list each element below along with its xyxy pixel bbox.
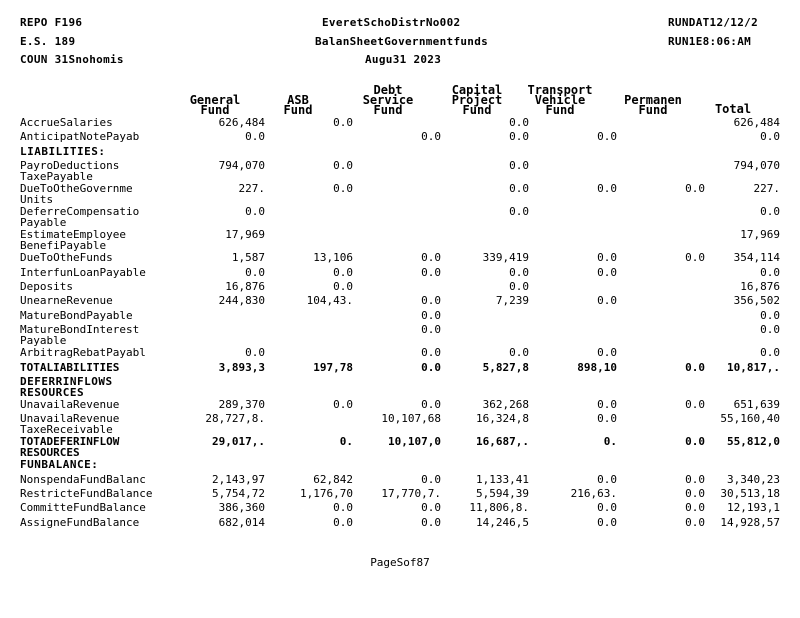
table-row <box>20 310 780 324</box>
table-row <box>20 229 780 252</box>
cell-value <box>617 376 705 399</box>
cell-value: 0. <box>339 436 353 449</box>
cell-value: 0.0 <box>421 295 441 308</box>
cell-value: 0.0 <box>509 266 529 279</box>
cell-value: 28,727,8. <box>205 413 265 426</box>
cell-value: 14,928,57 <box>720 516 780 529</box>
cell-value: 0.0 <box>509 117 529 129</box>
table-row <box>20 436 780 459</box>
cell-value: 0.0 <box>597 398 617 411</box>
cell-value <box>353 146 441 160</box>
cell-value <box>265 376 353 399</box>
row-label: InterfunLoanPayable <box>20 266 146 279</box>
cell-value: 197,78 <box>313 361 353 374</box>
cell-value: 7,239 <box>495 295 529 308</box>
county-name: COUN 31Snohomis <box>20 53 124 66</box>
cell-value: 356,502 <box>733 295 780 308</box>
table-row <box>20 399 780 413</box>
cell-value: 0.0 <box>597 502 617 515</box>
cell-value <box>441 229 529 252</box>
table-row <box>20 347 780 361</box>
cell-value <box>441 324 529 347</box>
cell-value: 0.0 <box>760 324 780 337</box>
row-label: UnavailaRevenue TaxeReceivable <box>20 413 120 437</box>
cell-value: 0.0 <box>597 516 617 529</box>
row-label: AssigneFundBalance <box>20 516 140 529</box>
cell-value: 5,827,8 <box>482 361 529 374</box>
row-label: TOTALIABILITIES <box>20 361 120 374</box>
row-label: PayroDeductions TaxePayable <box>20 160 120 184</box>
cell-value: 0.0 <box>760 131 780 144</box>
cell-value: 16,876 <box>225 280 265 293</box>
row-label: DueToOtheFunds <box>20 252 113 265</box>
cell-value <box>529 310 617 324</box>
district-title: EveretSchoDistrNo002 <box>322 16 461 29</box>
cell-value: 1,176,70 <box>300 488 353 501</box>
cell-value: 0.0 <box>760 309 780 322</box>
cell-value: 626,484 <box>218 117 265 129</box>
cell-value <box>265 146 353 160</box>
cell-value <box>617 281 705 295</box>
row-label: AnticipatNotePayab <box>20 131 140 144</box>
balance-sheet-table <box>20 117 780 531</box>
col-header-general-fund: General Fund <box>189 93 241 117</box>
cell-value: 16,876 <box>740 280 780 293</box>
cell-value: 0.0 <box>421 361 441 374</box>
cell-value <box>529 117 617 131</box>
row-label: Deposits <box>20 280 73 293</box>
row-label: DEFERRINFLOWS RESOURCES <box>20 375 113 399</box>
cell-value <box>617 160 705 183</box>
cell-value: 0.0 <box>333 516 353 529</box>
cell-value <box>353 229 441 252</box>
cell-value: 62,842 <box>313 473 353 486</box>
cell-value <box>155 376 265 399</box>
table-row <box>20 183 780 206</box>
cell-value <box>265 413 353 436</box>
cell-value: 0.0 <box>421 473 441 486</box>
cell-value: 0.0 <box>245 131 265 144</box>
cell-value <box>353 376 441 399</box>
cell-value: 0.0 <box>760 347 780 360</box>
cell-value: 0.0 <box>333 398 353 411</box>
cell-value <box>529 459 617 473</box>
cell-value: 0.0 <box>685 473 705 486</box>
cell-value: 10,817,. <box>727 361 780 374</box>
cell-value: 0.0 <box>509 206 529 219</box>
cell-value <box>353 459 441 473</box>
cell-value: 5,594,39 <box>476 488 529 501</box>
cell-value: 0.0 <box>421 309 441 322</box>
cell-value: 0. <box>603 436 617 449</box>
cell-value: 16,687,. <box>476 436 529 449</box>
cell-value <box>155 310 265 324</box>
table-row <box>20 413 780 436</box>
table-row <box>20 281 780 295</box>
cell-value <box>617 229 705 252</box>
cell-value: 17,969 <box>740 229 780 242</box>
cell-value: 0.0 <box>509 131 529 144</box>
cell-value <box>353 183 441 206</box>
cell-value: 0.0 <box>597 295 617 308</box>
cell-value: 10,107,68 <box>381 413 441 426</box>
cell-value <box>529 146 617 160</box>
cell-value <box>265 131 353 145</box>
cell-value <box>705 459 780 473</box>
cell-value <box>617 295 705 309</box>
cell-value: 13,106 <box>313 252 353 265</box>
row-label: TOTADEFERINFLOW RESOURCES <box>20 436 120 460</box>
cell-value: 1,587 <box>231 252 265 265</box>
cell-value: 0.0 <box>245 206 265 219</box>
cell-value: 0.0 <box>509 280 529 293</box>
cell-value: 0.0 <box>597 131 617 144</box>
cell-value <box>441 376 529 399</box>
table-row <box>20 160 780 183</box>
cell-value: 794,070 <box>733 160 780 173</box>
table-row <box>20 206 780 229</box>
run-date: RUNDAT12/12/2 <box>668 16 758 29</box>
row-label: MatureBondPayable <box>20 309 133 322</box>
cell-value <box>617 267 705 281</box>
col-header-asb-fund: ASB Fund <box>283 93 313 117</box>
cell-value <box>617 347 705 361</box>
cell-value: 0.0 <box>421 266 441 279</box>
cell-value <box>353 160 441 183</box>
cell-value <box>705 376 780 399</box>
cell-value: 0.0 <box>509 160 529 173</box>
row-label: UnavailaRevenue <box>20 398 120 411</box>
balance-sheet-rows <box>20 117 780 531</box>
table-row <box>20 474 780 488</box>
run-time: RUN1E8:06:AM <box>668 35 752 48</box>
cell-value <box>617 131 705 145</box>
row-label: RestricteFundBalance <box>20 488 153 501</box>
cell-value <box>529 206 617 229</box>
cell-value <box>529 281 617 295</box>
cell-value: 55,160,40 <box>720 413 780 426</box>
cell-value: 0.0 <box>685 488 705 501</box>
table-row <box>20 459 780 473</box>
cell-value: 651,639 <box>733 398 780 411</box>
cell-value <box>529 324 617 347</box>
cell-value <box>617 413 705 436</box>
cell-value: 12,193,1 <box>727 502 780 515</box>
cell-value: 0.0 <box>685 502 705 515</box>
row-label: FUNBALANCE: <box>20 459 99 472</box>
row-label: MatureBondInterest Payable <box>20 324 140 348</box>
cell-value: 0.0 <box>421 398 441 411</box>
cell-value: 0.0 <box>245 347 265 360</box>
cell-value: 227. <box>238 183 265 196</box>
cell-value: 0.0 <box>333 160 353 173</box>
cell-value: 898,10 <box>577 361 617 374</box>
table-row <box>20 131 780 145</box>
cell-value: 339,419 <box>482 252 529 265</box>
cell-value: 0.0 <box>421 131 441 144</box>
cell-value: 0.0 <box>245 266 265 279</box>
cell-value <box>265 310 353 324</box>
cell-value: 0.0 <box>333 280 353 293</box>
cell-value <box>617 310 705 324</box>
cell-value <box>265 206 353 229</box>
cell-value: 227. <box>753 183 780 196</box>
cell-value <box>705 146 780 160</box>
row-label: DueToOtheGovernme Units <box>20 183 133 207</box>
cell-value <box>617 324 705 347</box>
table-row <box>20 267 780 281</box>
table-row <box>20 362 780 376</box>
cell-value: 11,806,8. <box>469 502 529 515</box>
cell-value: 0.0 <box>597 266 617 279</box>
cell-value: 0.0 <box>685 516 705 529</box>
cell-value: 0.0 <box>509 183 529 196</box>
cell-value: 14,246,5 <box>476 516 529 529</box>
cell-value: 0.0 <box>597 252 617 265</box>
cell-value <box>441 459 529 473</box>
cell-value: 17,770,7. <box>381 488 441 501</box>
cell-value <box>155 459 265 473</box>
cell-value: 0.0 <box>685 183 705 196</box>
cell-value <box>353 206 441 229</box>
col-header-permanent-fund: Permanen Fund <box>624 93 682 117</box>
cell-value: 0.0 <box>421 252 441 265</box>
cell-value: 0.0 <box>685 398 705 411</box>
table-row <box>20 146 780 160</box>
row-label: ArbitragRebatPayabl <box>20 347 146 360</box>
cell-value: 0.0 <box>333 117 353 129</box>
cell-value: 0.0 <box>760 206 780 219</box>
cell-value: 386,360 <box>218 502 265 515</box>
cell-value: 0.0 <box>597 183 617 196</box>
cell-value: 362,268 <box>482 398 529 411</box>
cell-value: 0.0 <box>421 347 441 360</box>
cell-value: 354,114 <box>733 252 780 265</box>
cell-value: 55,812,0 <box>727 436 780 449</box>
row-label: NonspendaFundBalanc <box>20 473 146 486</box>
cell-value <box>617 459 705 473</box>
row-label: EstimateEmployee BenefiPayable <box>20 229 126 253</box>
cell-value: 16,324,8 <box>476 413 529 426</box>
cell-value: 0.0 <box>333 266 353 279</box>
cell-value <box>441 310 529 324</box>
table-row <box>20 252 780 266</box>
table-row <box>20 295 780 309</box>
cell-value: 244,830 <box>218 295 265 308</box>
cell-value <box>265 347 353 361</box>
row-label: LIABILITIES: <box>20 145 106 158</box>
row-label: DeferreCompensatio Payable <box>20 206 140 230</box>
table-row <box>20 376 780 399</box>
cell-value: 0.0 <box>421 502 441 515</box>
cell-value: 5,754,72 <box>212 488 265 501</box>
table-row <box>20 488 780 502</box>
col-header-debt-service-fund: Debt Service Fund <box>362 83 414 117</box>
cell-value: 3,893,3 <box>218 361 265 374</box>
cell-value: 0.0 <box>333 502 353 515</box>
cell-value: 2,143,97 <box>212 473 265 486</box>
cell-value: 0.0 <box>597 473 617 486</box>
cell-value: 10,107,0 <box>388 436 441 449</box>
cell-value <box>353 117 441 131</box>
cell-value: 30,513,18 <box>720 488 780 501</box>
cell-value <box>617 146 705 160</box>
table-row <box>20 324 780 347</box>
cell-value: 0.0 <box>597 347 617 360</box>
col-header-capital-project-fund: Capital Project Fund <box>451 83 503 117</box>
cell-value: 794,070 <box>218 160 265 173</box>
cell-value: 0.0 <box>685 361 705 374</box>
cell-value <box>529 376 617 399</box>
row-label: UnearneRevenue <box>20 295 113 308</box>
cell-value <box>265 459 353 473</box>
report-date: Augu31 2023 <box>365 53 442 66</box>
col-header-total: Total <box>714 102 752 116</box>
cell-value: 626,484 <box>733 117 780 129</box>
cell-value: 0.0 <box>685 436 705 449</box>
cell-value <box>617 117 705 131</box>
cell-value: 0.0 <box>333 183 353 196</box>
cell-value <box>265 324 353 347</box>
cell-value: 0.0 <box>509 347 529 360</box>
report-title: BalanSheetGovernmentfunds <box>315 35 489 48</box>
cell-value: 682,014 <box>218 516 265 529</box>
cell-value <box>265 229 353 252</box>
cell-value: 17,969 <box>225 229 265 242</box>
cell-value: 0.0 <box>421 516 441 529</box>
cell-value <box>529 160 617 183</box>
cell-value <box>155 146 265 160</box>
table-row <box>20 517 780 531</box>
cell-value <box>617 206 705 229</box>
cell-value: 289,370 <box>218 398 265 411</box>
cell-value: 104,43. <box>306 295 353 308</box>
cell-value: 1,133,41 <box>476 473 529 486</box>
cell-value <box>353 281 441 295</box>
cell-value <box>155 324 265 347</box>
cell-value <box>441 146 529 160</box>
row-label: CommitteFundBalance <box>20 502 146 515</box>
row-label: AccrueSalaries <box>20 117 113 129</box>
cell-value: 29,017,. <box>212 436 265 449</box>
district-code: E.S. 189 <box>20 35 76 48</box>
col-header-transport-vehicle-fund: Transport Vehicle Fund <box>527 83 593 117</box>
table-row <box>20 117 780 131</box>
cell-value: 216,63. <box>570 488 617 501</box>
table-row <box>20 502 780 516</box>
cell-value: 0.0 <box>685 252 705 265</box>
report-id: REPO F196 <box>20 16 83 29</box>
cell-value: 0.0 <box>597 413 617 426</box>
cell-value <box>529 229 617 252</box>
cell-value: 3,340,23 <box>727 473 780 486</box>
page-number: PageSof87 <box>370 556 430 569</box>
cell-value: 0.0 <box>421 324 441 337</box>
cell-value: 0.0 <box>760 266 780 279</box>
